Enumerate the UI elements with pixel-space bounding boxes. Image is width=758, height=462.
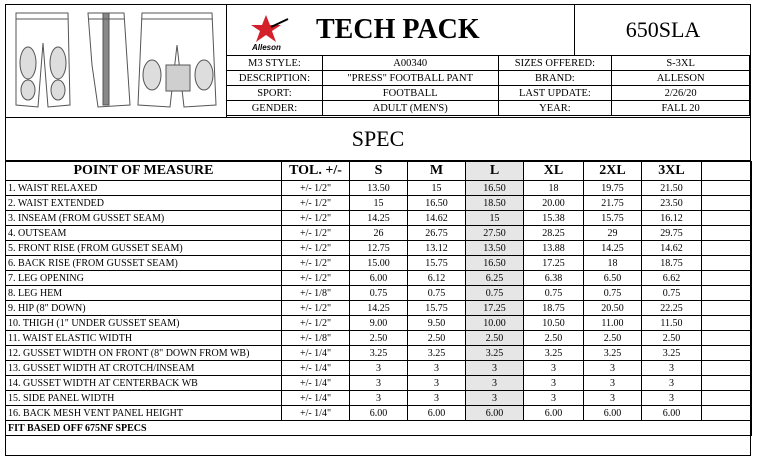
size-value: 17.25 (466, 301, 524, 316)
tolerance: +/- 1/4" (282, 346, 350, 361)
footer-note: FIT BASED OFF 675NF SPECS (6, 421, 752, 436)
svg-text:Alleson: Alleson (252, 43, 281, 52)
meta-value: FALL 20 (612, 101, 750, 116)
tolerance: +/- 1/2" (282, 301, 350, 316)
size-value: 18 (584, 256, 642, 271)
size-value: 3 (350, 391, 408, 406)
size-value: 19.75 (584, 181, 642, 196)
size-value: 3.25 (408, 346, 466, 361)
point-of-measure: 6. BACK RISE (FROM GUSSET SEAM) (6, 256, 282, 271)
size-value: 18.75 (524, 301, 584, 316)
tolerance: +/- 1/2" (282, 316, 350, 331)
table-row (6, 361, 752, 376)
size-value: 6.00 (350, 271, 408, 286)
size-value: 18 (524, 181, 584, 196)
size-value: 14.25 (350, 211, 408, 226)
meta-value: "PRESS" FOOTBALL PANT (322, 71, 498, 86)
size-value: 21.75 (584, 196, 642, 211)
table-row (6, 196, 752, 211)
size-value: 0.75 (584, 286, 642, 301)
column-header: M (408, 162, 466, 181)
pant-sketches-image (6, 5, 227, 117)
point-of-measure: 9. HIP (8" DOWN) (6, 301, 282, 316)
point-of-measure: 2. WAIST EXTENDED (6, 196, 282, 211)
size-value: 3 (584, 361, 642, 376)
column-header: S (350, 162, 408, 181)
size-value: 13.50 (350, 181, 408, 196)
size-value: 13.12 (408, 241, 466, 256)
point-of-measure: 4. OUTSEAM (6, 226, 282, 241)
size-value: 0.75 (642, 286, 702, 301)
size-value: 13.88 (524, 241, 584, 256)
size-value: 15.00 (350, 256, 408, 271)
size-value: 29 (584, 226, 642, 241)
empty-cell (702, 301, 752, 316)
size-value: 3 (350, 361, 408, 376)
empty-cell (702, 406, 752, 421)
empty-cell (702, 181, 752, 196)
table-row (6, 406, 752, 421)
meta-row (227, 56, 750, 71)
column-header: 3XL (642, 162, 702, 181)
point-of-measure: 11. WAIST ELASTIC WIDTH (6, 331, 282, 346)
meta-value: FOOTBALL (322, 86, 498, 101)
table-row (6, 331, 752, 346)
size-value: 29.75 (642, 226, 702, 241)
column-header: 2XL (584, 162, 642, 181)
empty-cell (702, 271, 752, 286)
tolerance: +/- 1/8" (282, 286, 350, 301)
size-value: 14.62 (642, 241, 702, 256)
empty-cell (702, 211, 752, 226)
point-of-measure: 10. THIGH (1" UNDER GUSSET SEAM) (6, 316, 282, 331)
size-value: 3 (408, 361, 466, 376)
size-value: 17.25 (524, 256, 584, 271)
footer-row (6, 421, 752, 436)
title-row (226, 5, 750, 56)
column-header: XL (524, 162, 584, 181)
tolerance: +/- 1/2" (282, 196, 350, 211)
size-value: 10.00 (466, 316, 524, 331)
table-row (6, 301, 752, 316)
size-value: 16.50 (408, 196, 466, 211)
point-of-measure: 7. LEG OPENING (6, 271, 282, 286)
point-of-measure: 5. FRONT RISE (FROM GUSSET SEAM) (6, 241, 282, 256)
size-value: 3 (524, 361, 584, 376)
tolerance: +/- 1/2" (282, 181, 350, 196)
point-of-measure: 1. WAIST RELAXED (6, 181, 282, 196)
size-value: 13.50 (466, 241, 524, 256)
table-row (6, 181, 752, 196)
size-value: 3.25 (642, 346, 702, 361)
size-value: 3 (466, 391, 524, 406)
size-value: 14.25 (350, 301, 408, 316)
empty-cell (702, 286, 752, 301)
size-value: 6.38 (524, 271, 584, 286)
meta-row (227, 86, 750, 101)
tolerance: +/- 1/2" (282, 271, 350, 286)
size-value: 6.25 (466, 271, 524, 286)
size-value: 2.50 (642, 331, 702, 346)
size-value: 6.00 (466, 406, 524, 421)
size-value: 3 (466, 376, 524, 391)
empty-cell (702, 256, 752, 271)
empty-cell (702, 361, 752, 376)
size-value: 3 (524, 391, 584, 406)
empty-cell (702, 316, 752, 331)
size-value: 3 (642, 376, 702, 391)
size-value: 6.50 (584, 271, 642, 286)
size-value: 16.12 (642, 211, 702, 226)
size-value: 3 (584, 376, 642, 391)
meta-label: GENDER: (227, 101, 323, 116)
size-value: 12.75 (350, 241, 408, 256)
size-value: 20.50 (584, 301, 642, 316)
meta-value: 2/26/20 (612, 86, 750, 101)
size-value: 3 (408, 376, 466, 391)
point-of-measure: 13. GUSSET WIDTH AT CROTCH/INSEAM (6, 361, 282, 376)
size-value: 3 (408, 391, 466, 406)
size-value: 6.00 (524, 406, 584, 421)
table-row (6, 391, 752, 406)
size-value: 18.50 (466, 196, 524, 211)
size-value: 3.25 (350, 346, 408, 361)
size-value: 22.25 (642, 301, 702, 316)
size-value: 9.00 (350, 316, 408, 331)
meta-label: DESCRIPTION: (227, 71, 323, 86)
column-header (702, 162, 752, 181)
table-row (6, 256, 752, 271)
size-value: 3.25 (584, 346, 642, 361)
size-value: 28.25 (524, 226, 584, 241)
tolerance: +/- 1/4" (282, 406, 350, 421)
tolerance: +/- 1/2" (282, 241, 350, 256)
size-value: 15.75 (408, 301, 466, 316)
size-value: 3 (584, 391, 642, 406)
spec-title: SPEC (5, 118, 751, 161)
meta-label: SPORT: (227, 86, 323, 101)
point-of-measure: 15. SIDE PANEL WIDTH (6, 391, 282, 406)
meta-value: S-3XL (612, 56, 750, 71)
table-row (6, 346, 752, 361)
size-value: 14.25 (584, 241, 642, 256)
size-value: 3.25 (466, 346, 524, 361)
point-of-measure: 12. GUSSET WIDTH ON FRONT (8" DOWN FROM WB) (6, 346, 282, 361)
size-value: 6.12 (408, 271, 466, 286)
size-value: 18.75 (642, 256, 702, 271)
size-value: 2.50 (466, 331, 524, 346)
size-value: 21.50 (642, 181, 702, 196)
table-row (6, 376, 752, 391)
size-value: 3 (350, 376, 408, 391)
empty-cell (702, 346, 752, 361)
point-of-measure: 8. LEG HEM (6, 286, 282, 301)
size-value: 0.75 (524, 286, 584, 301)
size-value: 26.75 (408, 226, 466, 241)
meta-row (227, 101, 750, 116)
tolerance: +/- 1/2" (282, 211, 350, 226)
meta-row (227, 71, 750, 86)
header-block (5, 4, 751, 118)
column-header: L (466, 162, 524, 181)
brand-logo (226, 5, 316, 55)
size-value: 6.00 (584, 406, 642, 421)
size-value: 26 (350, 226, 408, 241)
size-value: 16.50 (466, 181, 524, 196)
table-row (6, 211, 752, 226)
empty-cell (702, 226, 752, 241)
table-row (6, 286, 752, 301)
table-row (6, 271, 752, 286)
size-value: 6.62 (642, 271, 702, 286)
size-value: 23.50 (642, 196, 702, 211)
size-value: 15 (408, 181, 466, 196)
size-value: 3.25 (524, 346, 584, 361)
tolerance: +/- 1/4" (282, 361, 350, 376)
size-value: 14.62 (408, 211, 466, 226)
meta-table (226, 55, 750, 116)
meta-value: A00340 (322, 56, 498, 71)
size-value: 2.50 (350, 331, 408, 346)
size-value: 0.75 (466, 286, 524, 301)
size-value: 3 (466, 361, 524, 376)
tolerance: +/- 1/2" (282, 226, 350, 241)
column-header: TOL. +/- (282, 162, 350, 181)
table-row (6, 226, 752, 241)
tolerance: +/- 1/4" (282, 391, 350, 406)
size-value: 20.00 (524, 196, 584, 211)
empty-cell (702, 331, 752, 346)
size-value: 3 (524, 376, 584, 391)
meta-label: M3 STYLE: (227, 56, 323, 71)
meta-label: BRAND: (498, 71, 612, 86)
page-title: TECH PACK (316, 14, 480, 45)
spec-table (5, 161, 752, 436)
size-value: 15.38 (524, 211, 584, 226)
empty-cell (702, 196, 752, 211)
size-value: 16.50 (466, 256, 524, 271)
meta-label: LAST UPDATE: (498, 86, 612, 101)
meta-value: ADULT (MEN'S) (322, 101, 498, 116)
size-value: 10.50 (524, 316, 584, 331)
point-of-measure: 14. GUSSET WIDTH AT CENTERBACK WB (6, 376, 282, 391)
point-of-measure: 3. INSEAM (FROM GUSSET SEAM) (6, 211, 282, 226)
size-value: 2.50 (524, 331, 584, 346)
size-value: 3 (642, 361, 702, 376)
empty-cell (702, 241, 752, 256)
empty-cell (702, 391, 752, 406)
size-value: 0.75 (408, 286, 466, 301)
meta-label: SIZES OFFERED: (498, 56, 612, 71)
meta-label: YEAR: (498, 101, 612, 116)
size-value: 15.75 (584, 211, 642, 226)
size-value: 3 (642, 391, 702, 406)
size-value: 15 (466, 211, 524, 226)
size-value: 2.50 (408, 331, 466, 346)
size-value: 6.00 (408, 406, 466, 421)
size-value: 2.50 (584, 331, 642, 346)
size-value: 0.75 (350, 286, 408, 301)
size-value: 15 (350, 196, 408, 211)
size-value: 27.50 (466, 226, 524, 241)
size-value: 6.00 (642, 406, 702, 421)
size-value: 11.50 (642, 316, 702, 331)
point-of-measure: 16. BACK MESH VENT PANEL HEIGHT (6, 406, 282, 421)
column-header: POINT OF MEASURE (6, 162, 282, 181)
size-value: 9.50 (408, 316, 466, 331)
table-row (6, 241, 752, 256)
size-value: 11.00 (584, 316, 642, 331)
table-row (6, 316, 752, 331)
tolerance: +/- 1/4" (282, 376, 350, 391)
size-value: 6.00 (350, 406, 408, 421)
empty-cell (702, 376, 752, 391)
size-value: 15.75 (408, 256, 466, 271)
style-code: 650SLA (574, 5, 751, 55)
tolerance: +/- 1/2" (282, 256, 350, 271)
meta-value: ALLESON (612, 71, 750, 86)
tolerance: +/- 1/8" (282, 331, 350, 346)
